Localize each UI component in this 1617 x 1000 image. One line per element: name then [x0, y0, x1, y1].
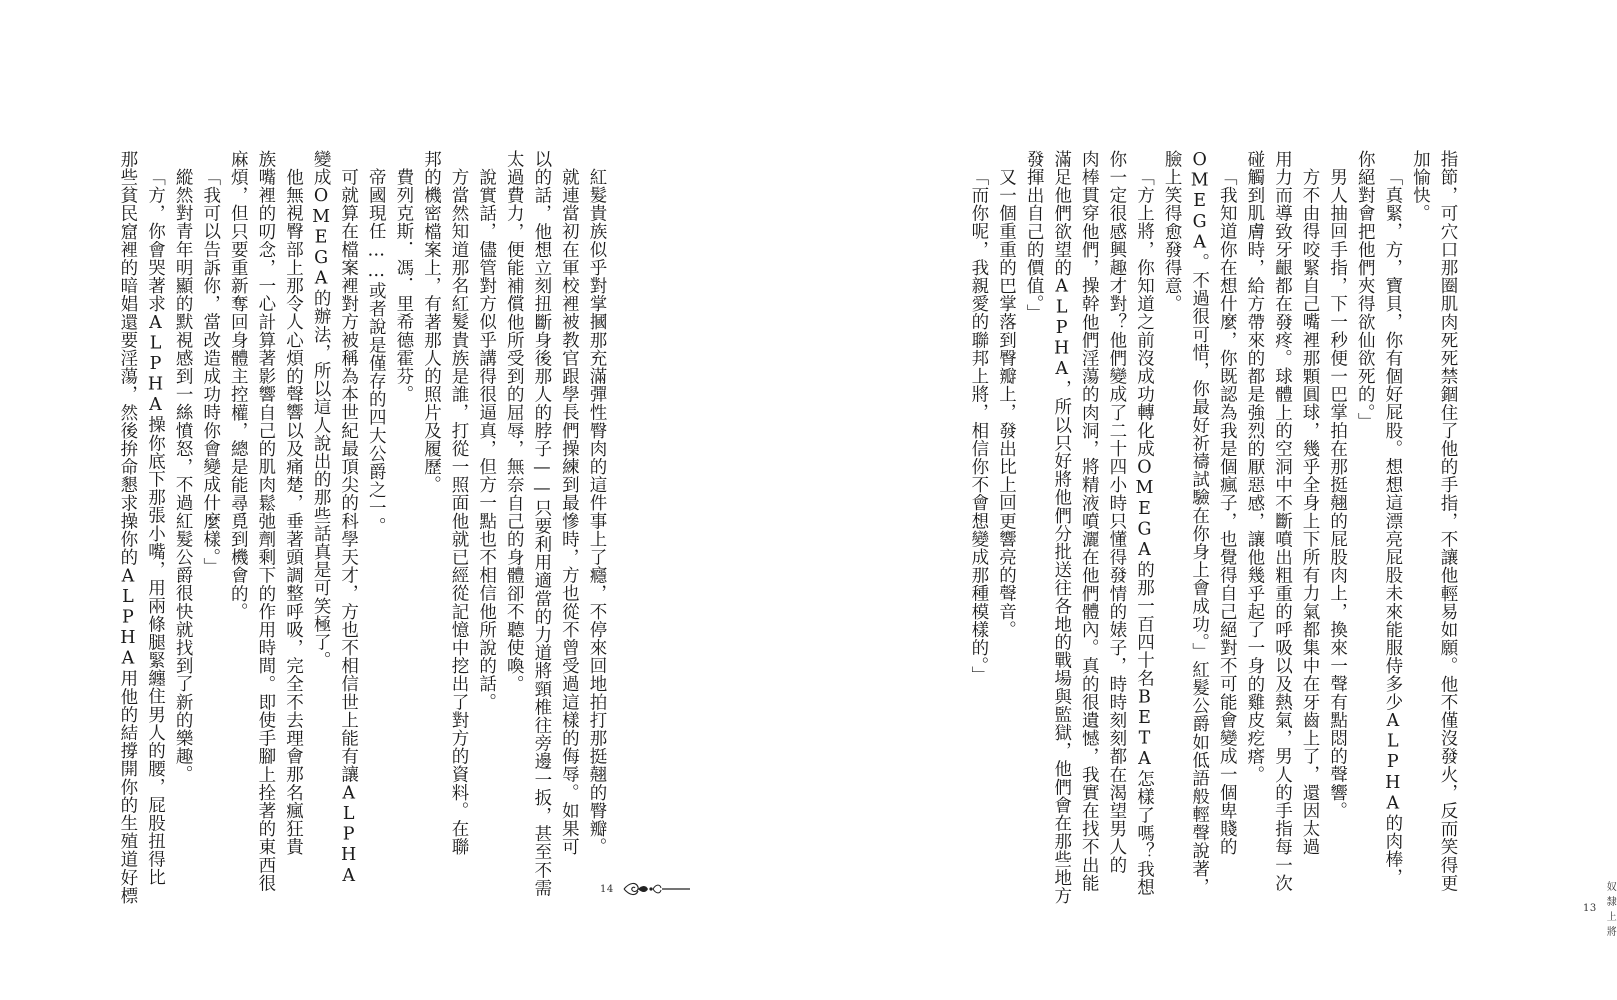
- paragraph: 太過費力，便能補償他所受到的屈辱，無奈自己的身體卻不聽使喚。: [504, 150, 525, 693]
- paragraph: 就連當初在軍校裡被教官跟學長們操練到最慘時，方也從不曾受過這樣的侮辱。如果可: [559, 167, 580, 856]
- paragraph: 加愉快。: [1410, 150, 1431, 223]
- left-page: [0, 0, 733, 1000]
- paragraph: 說實話，儘管對方似乎講得很逼真，但方一點也不相信他所說的話。: [476, 167, 497, 711]
- paragraph: 邦的機密檔案上，有著那人的照片及履歷。: [421, 150, 442, 494]
- paragraph: 肉棒貫穿他們，操幹他們淫蕩的肉洞，將精液噴灑在他們體內。真的很遺憾，我實在找不出能: [1079, 150, 1100, 893]
- paragraph: 發揮出自己的價值。」: [1024, 150, 1045, 323]
- paragraph: 他無視臀部上那令人心煩的聲響以及痛楚，垂著頭調整呼吸，完全不去理會那名瘋狂貴: [283, 167, 304, 856]
- left-folio: [600, 878, 692, 900]
- paragraph: 「我可以告訴你，當改造成功時你會變成什麼樣。」: [200, 167, 221, 576]
- paragraph: 「真緊，方，寶貝，你有個好屁股。想想這漂亮屁股未來能服侍多少ALPHA的肉棒，: [1382, 167, 1403, 886]
- right-page: [733, 0, 1617, 1000]
- paragraph: 「而你呢，我親愛的聯邦上將，相信你不會想變成那種模樣的。」: [968, 167, 989, 684]
- paragraph: 費列克斯．馮．里希德霍芬。: [393, 167, 414, 403]
- paragraph: 臉上笑得愈發得意。: [1162, 150, 1183, 313]
- paragraph: 方當然知道那名紅髮貴族是誰，打從一照面他就已經從記憶中挖出了對方的資料。在聯: [449, 167, 470, 856]
- paragraph: 縱然對青年明顯的默視感到一絲憤怒，不過紅髮公爵很快就找到了新的樂趣。: [173, 167, 194, 783]
- paragraph: 變成OMEGA的辦法，所以這人說出的那些話真是可笑極了。: [311, 150, 332, 670]
- paragraph: 「我知道你在想什麼，你既認為我是個瘋子，也覺得自己絕對不可能會變成一個卑賤的: [1217, 167, 1238, 856]
- paragraph: 那些貧民窟裡的暗娼還要淫蕩，然後拚命懇求操你的ALPHA用他的結撐開你的生殖道好標: [117, 150, 138, 905]
- right-folio: [1583, 878, 1617, 938]
- page-number: 14: [600, 883, 614, 895]
- paragraph: OMEGA。不過很可惜，你最好祈禱試驗在你身上會成功。」紅髮公爵如低語般輕聲說著，: [1189, 150, 1210, 896]
- paragraph: 又一個重重的巴掌落到臀瓣上，發出比上回更響亮的聲音。: [996, 167, 1017, 639]
- paragraph: 碰觸到肌膚時，給方帶來的都是強烈的厭惡感，讓他幾乎起了一身的雞皮疙瘩。: [1244, 150, 1265, 784]
- paragraph: 你絕對會把他們夾得欲仙欲死的。」: [1355, 150, 1376, 431]
- paragraph: 帝國現任……或者說是僅存的四大公爵之一。: [366, 167, 387, 535]
- paragraph: 「方，你會哭著求ALPHA操你底下那張小嘴，用兩條腿緊纏住男人的腰，屁股扭得比: [145, 167, 166, 886]
- running-title: 奴隸上將: [1606, 882, 1617, 938]
- right-page-body: [861, 150, 1461, 905]
- flourish-ornament-icon: [622, 878, 692, 900]
- paragraph: 方不由得咬緊自己嘴裡那顆圓球，幾乎全身上下所有力氣都集中在牙齒上了，還因太過: [1300, 167, 1321, 856]
- paragraph: 用力而導致牙齦都在發疼。球體上的空洞中不斷噴出粗重的呼吸以及熱氣，男人的手指每一次: [1272, 150, 1293, 893]
- paragraph: 滿足他們欲望的ALPHA，所以只好將他們分批送往各地的戰場與監獄，他們會在那些地方: [1051, 150, 1072, 905]
- paragraph: 族嘴裡的叨念，一心計算著影響自己的肌肉鬆弛劑剩下的作用時間。即使手腳上拴著的東西很: [255, 150, 276, 893]
- paragraph: 麻煩，但只要重新奪回身體主控權，總是能尋覓到機會的。: [228, 150, 249, 621]
- paragraph: 你一定很感興趣才對？他們變成了二十四小時只懂得發情的婊子，時時刻刻都在渴望男人的: [1106, 150, 1127, 874]
- paragraph: 男人抽回手指，下一秒便一巴掌拍在那挺翹的屁股肉上，換來一聲有點悶的聲響。: [1327, 167, 1348, 820]
- paragraph: 可就算在檔案裡對方被稱為本世紀最頂尖的科學天才，方也不相信世上能有讓ALPHA: [338, 167, 359, 886]
- paragraph: 指節，可穴口那圈肌肉死死禁錮住了他的手指，不讓他輕易如願。他不僅沒發火，反而笑得更: [1438, 150, 1458, 893]
- page-number: 13: [1583, 902, 1597, 914]
- paragraph: 以的話，他想立刻扭斷身後那人的脖子——只要利用適當的力道將頸椎往旁邊一扳，甚至不需: [531, 150, 552, 898]
- paragraph: 紅髮貴族似乎對掌摑那充滿彈性臀肉的這件事上了癮，不停來回地拍打那挺翹的臀瓣。: [587, 167, 607, 856]
- paragraph: 「方上將，你知道之前沒成功轉化成OMEGA的那一百四十名BETA怎樣了嗎？我想: [1134, 167, 1155, 896]
